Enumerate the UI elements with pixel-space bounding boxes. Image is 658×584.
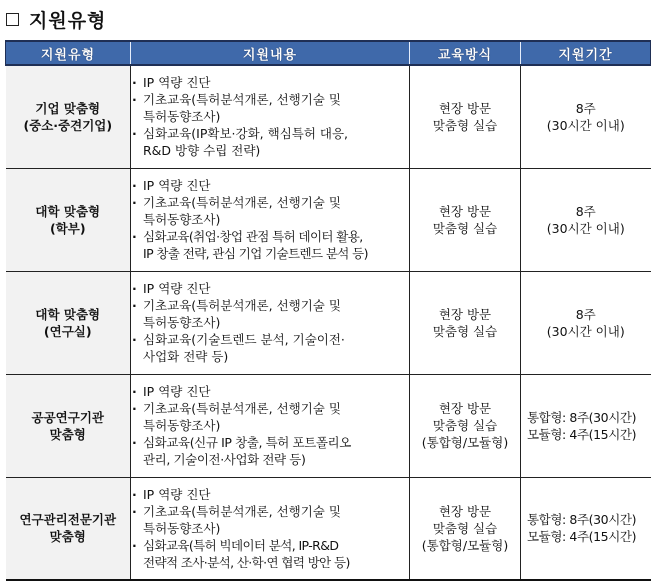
method-line: 현장 방문	[438, 100, 492, 116]
support-period-cell	[521, 271, 651, 374]
content-item: · 기초교육(특허분석개론, 선행기술 및 특허동향조사)	[131, 297, 409, 331]
type-line: 연구관리전문기관	[19, 512, 117, 528]
method-line: (통합형/모듈형)	[421, 537, 509, 553]
content-item: · IP 역량 진단	[131, 74, 409, 91]
method-line: 현장 방문	[438, 401, 492, 416]
content-item: · 기초교육(특허분석개론, 선행기술 및 특허동향조사)	[131, 194, 409, 228]
support-type-cell	[6, 65, 131, 168]
type-line: 공공연구기관	[31, 409, 104, 425]
period-line: 모듈형: 4주(15시간)	[527, 529, 637, 545]
header-support-content: 지원내용	[131, 41, 410, 65]
content-item: · 심화교육(특허 빅데이터 분석, IP-R&D 전략적 조사·분석, 산·학·연 협력 방안 등)	[131, 537, 409, 571]
education-method-cell	[410, 477, 521, 580]
support-period-cell	[521, 168, 651, 271]
content-item: · 기초교육(특허분석개론, 선행기술 및 특허동향조사)	[131, 400, 409, 434]
period-line: 8주	[575, 306, 596, 322]
education-method-cell	[410, 374, 521, 477]
method-line: 현장 방문	[438, 503, 492, 519]
content-item: · IP 역량 진단	[131, 383, 409, 400]
content-item: · IP 역량 진단	[131, 280, 409, 297]
checkbox-square-icon	[6, 13, 19, 26]
support-period-cell	[521, 477, 651, 580]
support-type-cell	[6, 477, 131, 580]
support-content-cell	[131, 374, 410, 477]
method-line: (통합형/모듈형)	[421, 435, 509, 450]
type-line: (학부)	[49, 220, 86, 236]
table-header-row	[6, 41, 651, 65]
support-type-cell	[6, 271, 131, 374]
education-method-cell	[410, 168, 521, 271]
education-method-cell	[410, 271, 521, 374]
content-item: · 심화교육(신규 IP 창출, 특허 포트폴리오 관리, 기술이전·사업화 전략 등)	[131, 434, 409, 468]
content-item: · 심화교육(기술트렌드 분석, 기술이전· 사업화 전략 등)	[131, 331, 409, 365]
support-type-cell	[6, 168, 131, 271]
type-line: 대학 맞춤형	[35, 203, 101, 219]
content-item: · IP 역량 진단	[131, 486, 409, 503]
table-row	[6, 477, 651, 580]
support-content-cell	[131, 477, 410, 580]
support-period-cell	[521, 65, 651, 168]
type-line: (중소·중견기업)	[23, 117, 113, 133]
method-line: 맞춤형 실습	[432, 418, 498, 433]
method-line: 맞춤형 실습	[432, 520, 498, 536]
header-education-method: 교육방식	[410, 41, 521, 65]
table-row	[6, 168, 651, 271]
method-line: 현장 방문	[438, 203, 492, 219]
period-line: 통합형: 8주(30시간)	[527, 409, 637, 425]
content-item: · 기초교육(특허분석개론, 선행기술 및 특허동향조사)	[131, 503, 409, 537]
method-line: 맞춤형 실습	[432, 323, 498, 339]
content-item: · 심화교육(취업·창업 관점 특허 데이터 활용, IP 창출 전략, 관심 기업 기술트렌드 분석 등)	[131, 228, 409, 262]
period-line: 통합형: 8주(30시간)	[527, 512, 637, 528]
section-title-text: 지원유형	[29, 9, 107, 32]
table-row	[6, 374, 651, 477]
support-type-table	[5, 40, 651, 581]
method-line: 맞춤형 실습	[432, 220, 498, 236]
type-line: 맞춤형	[49, 426, 86, 442]
period-line: 8주	[575, 100, 596, 116]
type-line: 기업 맞춤형	[35, 100, 101, 116]
period-line: 모듈형: 4주(15시간)	[527, 426, 637, 442]
type-line: 맞춤형	[49, 529, 86, 545]
period-line: (30시간 이내)	[546, 220, 625, 236]
support-period-cell	[521, 374, 651, 477]
section-title	[6, 6, 106, 32]
table-row	[6, 65, 651, 168]
support-content-cell	[131, 168, 410, 271]
support-content-cell	[131, 271, 410, 374]
education-method-cell	[410, 65, 521, 168]
content-item: · IP 역량 진단	[131, 177, 409, 194]
type-line: 대학 맞춤형	[35, 306, 101, 322]
header-support-period: 지원기간	[521, 41, 651, 65]
period-line: (30시간 이내)	[546, 323, 625, 339]
support-type-cell	[6, 374, 131, 477]
type-line: (연구실)	[43, 323, 92, 339]
header-support-type: 지원유형	[6, 41, 131, 65]
method-line: 현장 방문	[438, 306, 492, 322]
period-line: 8주	[575, 203, 596, 219]
content-item: · 기초교육(특허분석개론, 선행기술 및 특허동향조사)	[131, 91, 409, 125]
table-row	[6, 271, 651, 374]
method-line: 맞춤형 실습	[432, 117, 498, 133]
support-content-cell	[131, 65, 410, 168]
period-line: (30시간 이내)	[546, 117, 625, 133]
content-item: · 심화교육(IP확보·강화, 핵심특허 대응, R&D 방향 수립 전략)	[131, 125, 409, 159]
